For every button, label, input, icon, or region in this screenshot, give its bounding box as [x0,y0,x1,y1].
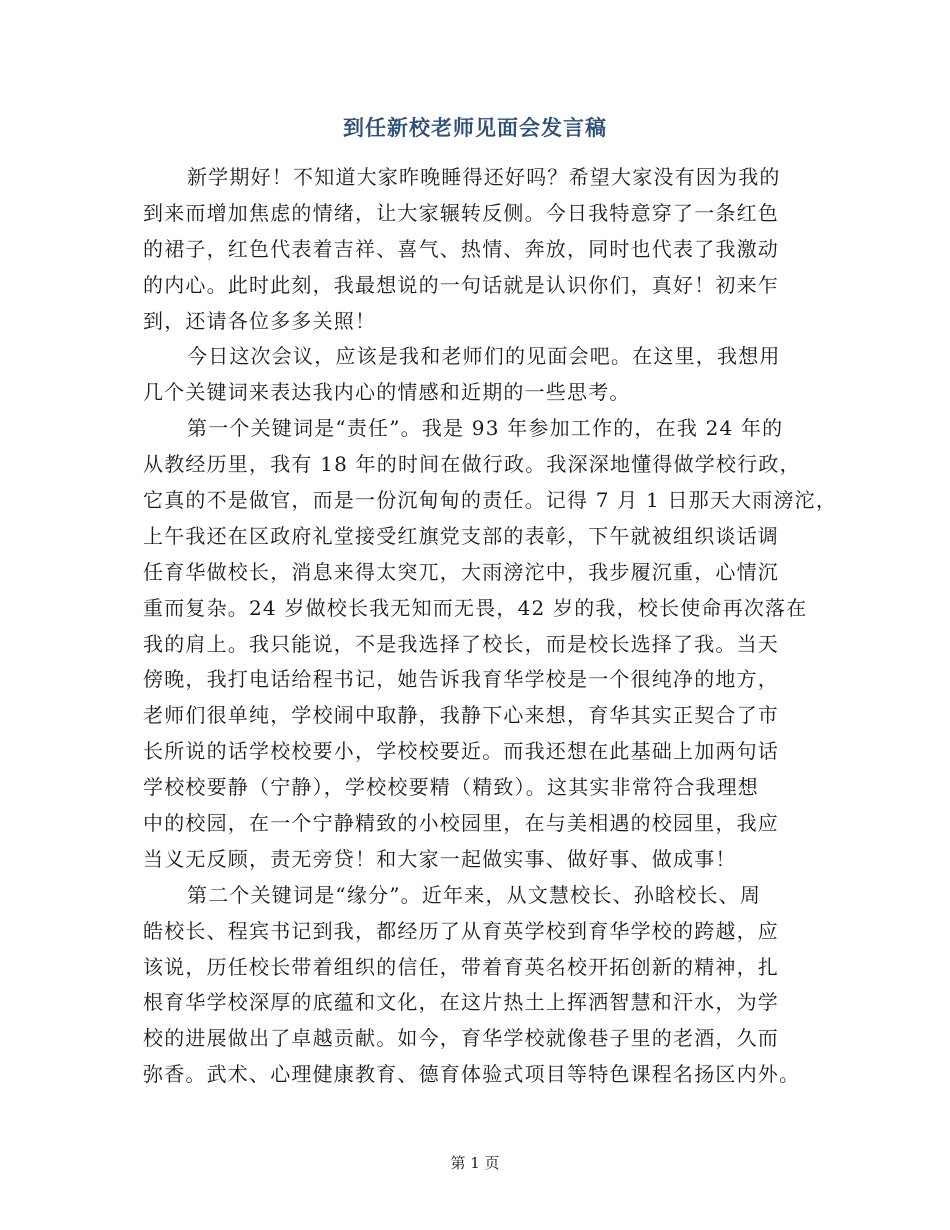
text-line: 今日这次会议，应该是我和老师们的见面会吧。在这里，我想用 [187,344,781,369]
page-number: 第 1 页 [450,1154,500,1172]
text-line: 中的校园，在一个宁静精致的小校园里，在与美相遇的校园里，我应 [143,811,779,836]
text-line: 傍晚，我打电话给程书记，她告诉我育华学校是一个很纯净的地方， [143,667,779,692]
text-line: 它真的不是做官，而是一份沉甸甸的责任。记得 7 月 1 日那天大雨滂沱， [143,488,838,513]
text-line: 长所说的话学校校要小，学校校要近。而我还想在此基础上加两句话 [143,739,779,764]
document-body [143,160,838,1093]
text-line: 的裙子，红色代表着吉祥、喜气、热情、奔放，同时也代表了我激动 [143,236,779,261]
text-line: 该说，历任校长带着组织的信任，带着育英名校开拓创新的精神，扎 [143,954,779,979]
text-line: 皓校长、程宾书记到我，都经历了从育英学校到育华学校的跨越，应 [143,918,779,943]
text-line: 老师们很单纯，学校闹中取静，我静下心来想，育华其实正契合了市 [143,703,779,728]
text-line: 学校校要静（宁静），学校校要精（精致）。这其实非常符合我理想 [143,775,759,800]
text-line: 新学期好！不知道大家昨晚睡得还好吗？希望大家没有因为我的 [187,165,781,189]
text-line: 到，还请各位多多关照！ [143,308,377,333]
text-line: 校的进展做出了卓越贡献。如今，育华学校就像巷子里的老酒，久而 [143,1026,779,1051]
text-line: 根育华学校深厚的底蕴和文化，在这片热土上挥洒智慧和汗水，为学 [143,990,779,1015]
text-line: 从教经历里，我有 18 年的时间在做行政。我深深地懂得做学校行政， [143,452,801,477]
text-line: 弥香。武术、心理健康教育、德育体验式项目等特色课程名扬区内外。 [143,1062,801,1087]
text-line: 我的肩上。我只能说，不是我选择了校长，而是校长选择了我。当天 [143,631,779,656]
text-line: 几个关键词来表达我内心的情感和近期的一些思考。 [143,380,631,405]
text-line: 当义无反顾，责无旁贷！和大家一起做实事、做好事、做成事！ [143,846,737,871]
text-line: 任育华做校长，消息来得太突兀，大雨滂沱中，我步履沉重，心情沉 [143,559,779,584]
document-title: 到任新校老师见面会发言稿 [343,115,607,140]
text-line: 到来而增加焦虑的情绪，让大家辗转反侧。今日我特意穿了一条红色 [143,200,779,225]
text-line: 第二个关键词是“缘分”。近年来，从文慧校长、孙晗校长、周 [187,882,762,907]
text-line: 上午我还在区政府礼堂接受红旗党支部的表彰，下午就被组织谈话调 [143,523,779,548]
text-line: 第一个关键词是“责任”。我是 93 年参加工作的，在我 24 年的 [187,416,784,441]
text-line: 的内心。此时此刻，我最想说的一句话就是认识你们，真好！初来乍 [143,272,779,297]
text-line: 重而复杂。24 岁做校长我无知而无畏，42 岁的我，校长使命再次落在 [143,595,808,620]
